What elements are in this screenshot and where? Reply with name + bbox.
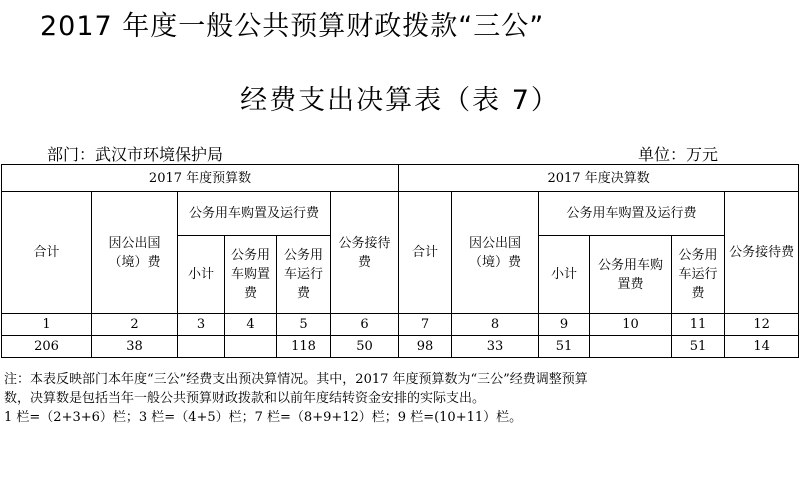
col-total-budget: 合计 [2, 192, 92, 314]
page-title-line1: 2017 年度一般公共预算财政拨款“三公” [40, 11, 545, 42]
department-label: 部门：武汉市环境保护局 [47, 145, 224, 164]
column-number: 5 [277, 314, 331, 336]
value-cell: 118 [277, 336, 331, 358]
value-cell: 206 [2, 336, 92, 358]
column-number: 1 [2, 314, 92, 336]
value-row [2, 336, 799, 358]
column-number: 8 [452, 314, 539, 336]
col-reception-budget: 公务接待费 [331, 192, 399, 314]
value-cell: 98 [399, 336, 452, 358]
col-vehicle-run-final: 公务用车运行费 [672, 236, 725, 314]
note-line-2: 数，决算数是包括当年一般公共预算财政拨款和以前年度结转资金安排的实际支出。 [4, 391, 486, 406]
col-vehicle-group-budget: 公务用车购置及运行费 [178, 192, 331, 236]
page-title-line2: 经费支出决算表（表 7） [240, 85, 560, 116]
col-abroad-budget: 因公出国（境）费 [92, 192, 178, 314]
note-line-3: 1 栏=（2+3+6）栏；3 栏=（4+5）栏；7 栏=（8+9+12）栏；9 栏=(10+11）栏。 [4, 410, 523, 425]
column-number: 10 [590, 314, 672, 336]
value-cell: 51 [672, 336, 725, 358]
column-number: 7 [399, 314, 452, 336]
col-abroad-final: 因公出国（境）费 [452, 192, 539, 314]
col-reception-final: 公务接待费 [725, 192, 799, 314]
note-line-1: 注：本表反映部门本年度“三公”经费支出预决算情况。其中，2017 年度预算数为“三公”经费调整预算 [4, 372, 588, 387]
header-row-columns [2, 192, 799, 236]
group-budget-header: 2017 年度预算数 [2, 165, 399, 192]
value-cell [225, 336, 277, 358]
col-vehicle-purchase-budget: 公务用车购置费 [225, 236, 277, 314]
column-number: 4 [225, 314, 277, 336]
column-number: 11 [672, 314, 725, 336]
col-vehicle-group-final: 公务用车购置及运行费 [539, 192, 725, 236]
column-number: 12 [725, 314, 799, 336]
col-subtotal-final: 小计 [539, 236, 590, 314]
table-notes [4, 370, 796, 427]
column-number: 9 [539, 314, 590, 336]
value-cell: 38 [92, 336, 178, 358]
value-cell [590, 336, 672, 358]
col-vehicle-run-budget: 公务用车运行费 [277, 236, 331, 314]
col-total-final: 合计 [399, 192, 452, 314]
column-number: 3 [178, 314, 225, 336]
col-subtotal-budget: 小计 [178, 236, 225, 314]
column-number: 2 [92, 314, 178, 336]
three-public-expenses-table [1, 164, 799, 358]
value-cell: 33 [452, 336, 539, 358]
group-final-header: 2017 年度决算数 [399, 165, 799, 192]
value-cell: 50 [331, 336, 399, 358]
unit-label: 单位：万元 [638, 145, 719, 164]
column-number-row [2, 314, 799, 336]
header-row-groups [2, 165, 799, 192]
value-cell: 14 [725, 336, 799, 358]
column-number: 6 [331, 314, 399, 336]
col-vehicle-purchase-final: 公务用车购置费 [590, 236, 672, 314]
value-cell [178, 336, 225, 358]
value-cell: 51 [539, 336, 590, 358]
